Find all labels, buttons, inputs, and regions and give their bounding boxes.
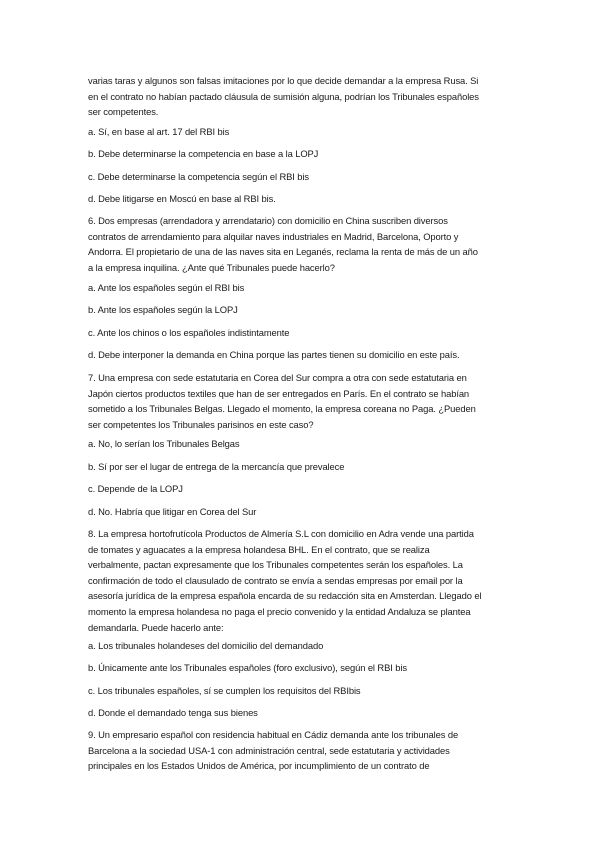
text-line: b. Sí por ser el lugar de entrega de la mercancía que prevalece <box>88 461 345 472</box>
question-9 <box>88 727 518 774</box>
text-line: 7. Una empresa con sede estatutaria en Corea del Sur compra a otra con sede estatutaria en <box>88 372 467 383</box>
text-line: b. Debe determinarse la competencia en base a la LOPJ <box>88 148 319 159</box>
option-6b <box>88 302 518 318</box>
option-8b <box>88 660 518 676</box>
text-line: a la empresa inquilina. ¿Ante qué Tribunales puede hacerlo? <box>88 261 335 273</box>
option-6c <box>88 325 518 341</box>
text-line: ser competentes. <box>88 106 159 118</box>
text-line: varias taras y algunos son falsas imitaciones por lo que decide demandar a la empresa Rusa. Si <box>88 75 479 86</box>
text-line: a. Sí, en base al art. 17 del RBI bis <box>88 126 230 137</box>
option-8a <box>88 638 518 654</box>
text-line: d. No. Habría que litigar en Corea del Sur <box>88 506 257 517</box>
text-line: ser competentes los Tribunales parisinos en este caso? <box>88 418 314 430</box>
text-line: de tomates y aguacates a la empresa holandesa BHL. En el contrato, que se realiza <box>88 543 430 555</box>
text-line: Japón ciertos productos textiles que han de ser entregados en París. En el contrato se habían <box>88 387 470 399</box>
option-7a <box>88 436 518 452</box>
text-line: 8. La empresa hortofrutícola Productos de Almería S.L con domicilio en Adra vende una partida <box>88 528 474 539</box>
text-line: confirmación de todo el clausulado de contrato se envía a sendas empresas por email por la <box>88 574 463 586</box>
option-6a <box>88 280 518 296</box>
text-line: d. Donde el demandado tenga sus bienes <box>88 707 258 718</box>
text-line: b. Únicamente ante los Tribunales españoles (foro exclusivo), según el RBI bis <box>88 662 407 673</box>
text-line: c. Debe determinarse la competencia según el RBI bis <box>88 171 309 182</box>
option-7d <box>88 504 518 520</box>
question-8 <box>88 526 518 635</box>
option-5a <box>88 124 518 140</box>
option-8d <box>88 705 518 721</box>
option-7c <box>88 481 518 497</box>
option-8c <box>88 683 518 699</box>
text-line: a. Ante los españoles según el RBI bis <box>88 282 245 293</box>
text-line: demandarla. Puede hacerlo ante: <box>88 621 224 633</box>
text-line: b. Ante los españoles según la LOPJ <box>88 304 238 315</box>
text-line: c. Los tribunales españoles, sí se cumplen los requisitos del RBIbis <box>88 685 361 696</box>
text-line: sometido a los Tribunales Belgas. Llegado el momento, la empresa coreana no Paga. ¿Pueden <box>88 403 476 415</box>
question-7 <box>88 370 518 432</box>
option-7b <box>88 459 518 475</box>
text-line: a. Los tribunales holandeses del domicilio del demandado <box>88 640 324 651</box>
text-line: c. Depende de la LOPJ <box>88 483 183 494</box>
text-line: Barcelona a la sociedad USA-1 con administración central, sede estatutaria y actividades <box>88 744 450 756</box>
text-line: 6. Dos empresas (arrendadora y arrendatario) con domicilio en China suscriben diversos <box>88 215 448 226</box>
text-line: asesoría jurídica de la empresa española encarda de su redacción sita en Amsterdan. Llegado el <box>88 590 482 602</box>
text-line: Andorra. El propietario de una de las naves sita en Leganés, reclama la renta de más de un año <box>88 246 478 258</box>
text-line: verbalmente, pactan expresamente que los Tribunales competentes serán los españoles. La <box>88 559 463 571</box>
text-line: d. Debe litigarse en Moscú en base al RBI bis. <box>88 193 276 204</box>
text-line: a. No, lo serían los Tribunales Belgas <box>88 438 240 449</box>
text-line: c. Ante los chinos o los españoles indistintamente <box>88 327 290 338</box>
text-line: d. Debe interponer la demanda en China porque las partes tienen su domicilio en este país. <box>88 349 460 360</box>
option-6d <box>88 347 518 363</box>
paragraph-question-5-continued <box>88 73 518 120</box>
text-line: en el contrato no habían pactado cláusula de sumisión alguna, podrían los Tribunales españoles <box>88 90 479 102</box>
option-5c <box>88 169 518 185</box>
question-6 <box>88 213 518 275</box>
option-5b <box>88 146 518 162</box>
text-line: 9. Un empresario español con residencia habitual en Cádiz demanda ante los tribunales de <box>88 729 459 740</box>
option-5d <box>88 191 518 207</box>
text-line: momento la empresa holandesa no paga el precio convenido y la entidad Andaluza se plantea <box>88 605 471 617</box>
text-line: contratos de arrendamiento para alquilar naves industriales en Madrid, Barcelona, Oporto y <box>88 230 459 242</box>
text-line: principales en los Estados Unidos de América, por incumplimiento de un contrato de <box>88 760 430 772</box>
